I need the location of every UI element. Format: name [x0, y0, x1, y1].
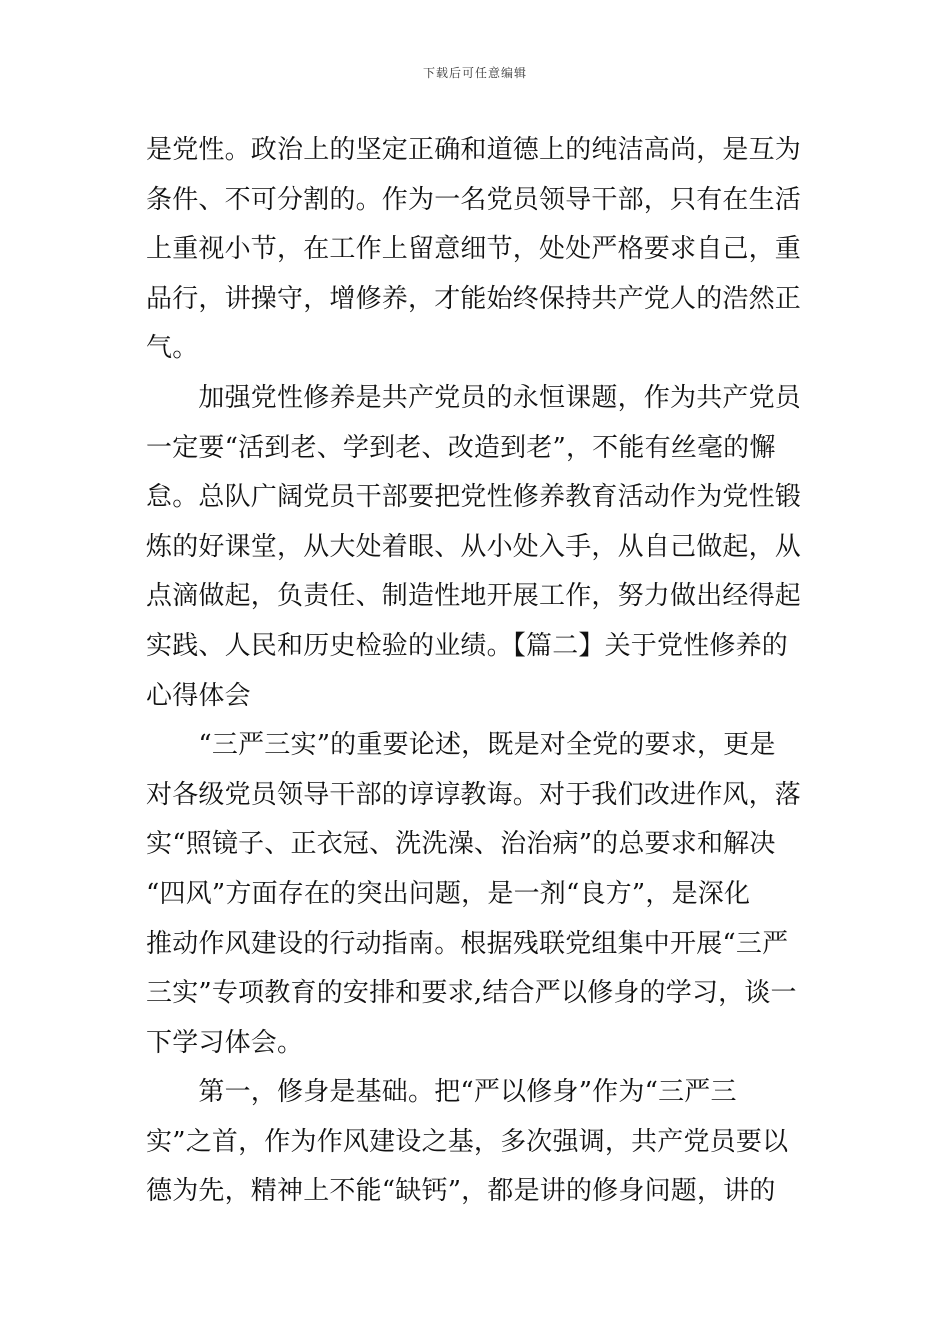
- text-line: 是党性。政治上的坚定正确和道德上的纯洁高尚，是互为: [146, 135, 802, 165]
- text-line: 下学习体会。: [146, 1027, 304, 1058]
- text-line: 怠。总队广阔党员干部要把党性修养教育活动作为党性锻: [146, 482, 802, 513]
- text-line: 点滴做起，负责任、制造性地开展工作，努力做出经得起: [146, 581, 802, 612]
- text-line: 推动作风建设的行动指南。根据残联党组集中开展“三严: [146, 928, 789, 959]
- text-line: 条件、不可分割的。作为一名党员领导干部，只有在生活: [146, 184, 802, 215]
- text-line: 实“照镜子、正衣冠、洗洗澡、治治病”的总要求和解决: [146, 829, 776, 860]
- text-line: 实践、人民和历史检验的业绩。【篇二】关于党性修养的: [146, 630, 789, 661]
- text-line: 第一，修身是基础。把“严以修身”作为“三严三: [146, 1077, 737, 1108]
- text-line: 实”之首，作为作风建设之基，多次强调，共产党员要以: [146, 1126, 789, 1157]
- text-line: 德为先，精神上不能“缺钙”，都是讲的修身问题，讲的: [146, 1176, 776, 1207]
- text-line: 三实”专项教育的安排和要求,结合严以修身的学习，谈一: [146, 978, 797, 1009]
- text-line: 一定要“活到老、学到老、改造到老”，不能有丝毫的懈: [146, 432, 776, 463]
- text-line: 对各级党员领导干部的谆谆教诲。对于我们改进作风，落: [146, 779, 802, 810]
- text-line: 气。: [146, 333, 199, 364]
- text-line: “四风”方面存在的突出问题，是一剂“良方”，是深化: [146, 878, 751, 909]
- text-line: 加强党性修养是共产党员的永恒课题，作为共产党员: [146, 382, 802, 413]
- text-line: 炼的好课堂，从大处着眼、从小处入手，从自己做起，从: [146, 531, 802, 562]
- page-header: 下载后可任意编辑: [422, 66, 527, 80]
- document-body: [146, 126, 810, 1217]
- text-line: “三严三实”的重要论述，既是对全党的要求，更是: [146, 730, 776, 761]
- text-line: 上重视小节，在工作上留意细节，处处严格要求自己，重: [146, 234, 802, 265]
- text-line: 品行，讲操守，增修养，才能始终保持共产党人的浩然正: [146, 283, 802, 314]
- text-line: 心得体会: [146, 680, 251, 711]
